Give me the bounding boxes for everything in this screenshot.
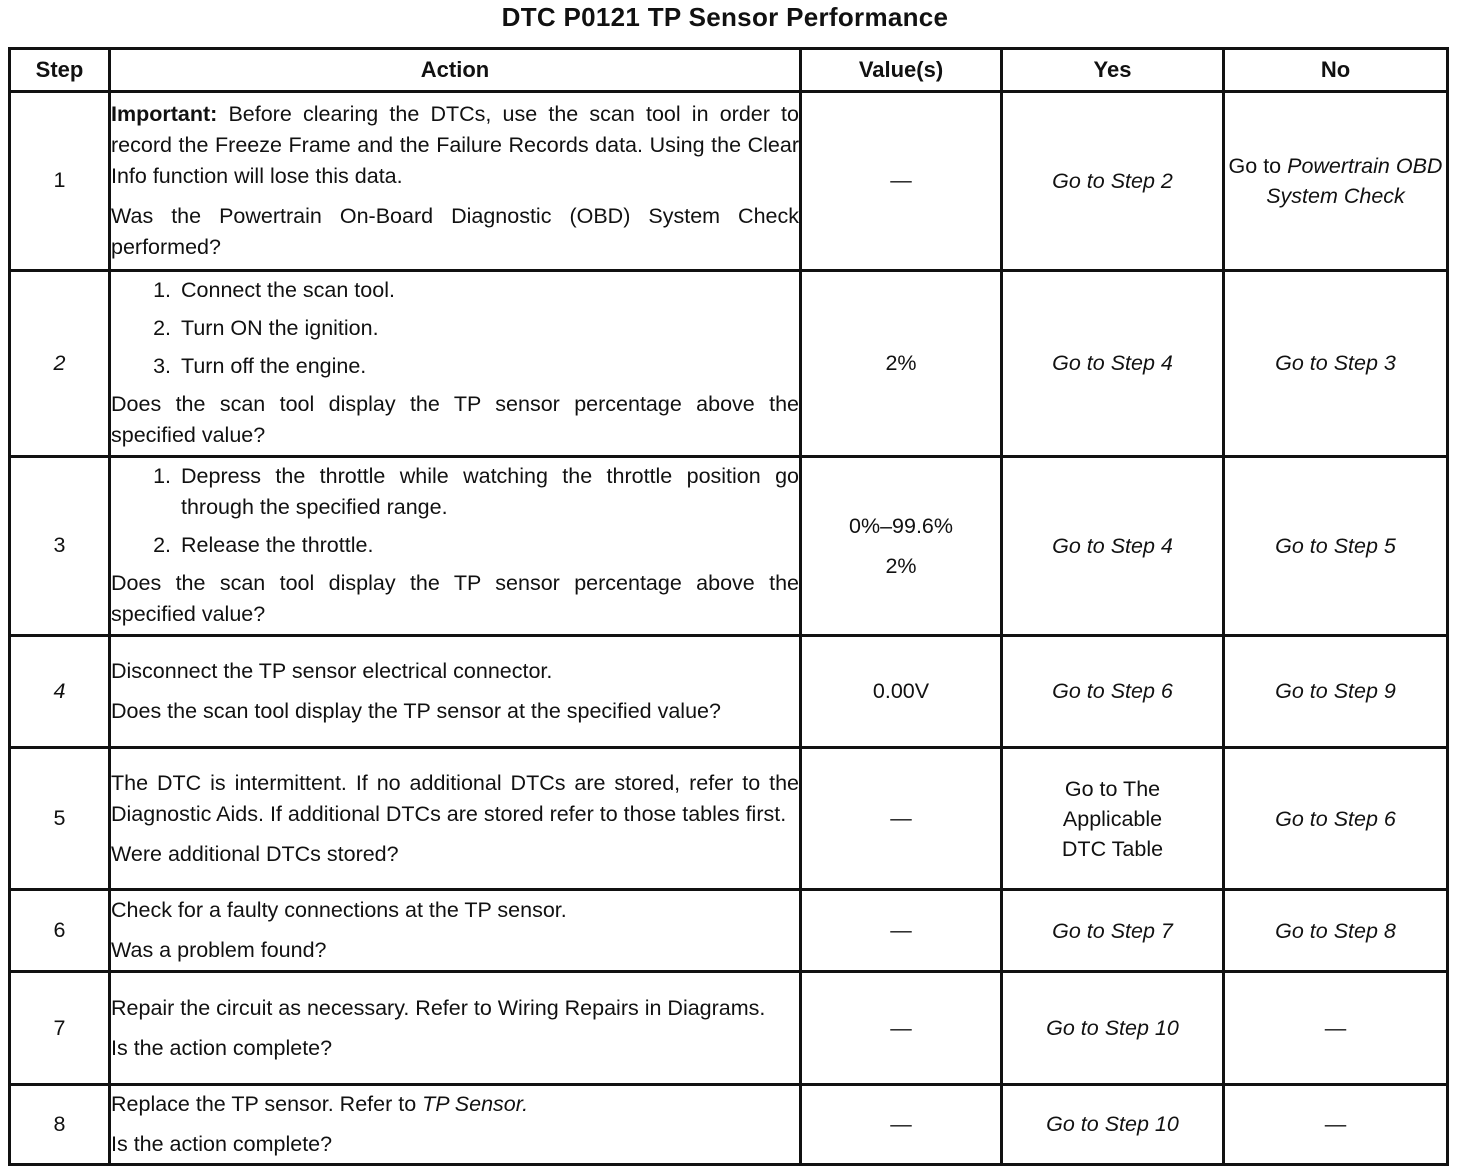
header-action: Action — [110, 49, 801, 92]
header-yes: Yes — [1002, 49, 1224, 92]
no-link[interactable]: Powertrain OBD System Check — [1266, 153, 1443, 208]
no-link[interactable]: Go to Step 8 — [1224, 890, 1448, 972]
list-item: 2. Release the throttle. — [177, 530, 799, 561]
action-cell — [110, 635, 801, 747]
action-cell — [110, 972, 801, 1084]
no-cell: — — [1224, 1084, 1448, 1164]
step-number: 6 — [10, 890, 110, 972]
value-cell: 0.00V — [801, 635, 1002, 747]
step-number: 5 — [10, 747, 110, 889]
action-question: Is the action complete? — [111, 1131, 333, 1156]
value-cell: — — [801, 890, 1002, 972]
table-row-step-8 — [10, 1084, 1448, 1164]
step-number: 4 — [10, 635, 110, 747]
no-link[interactable]: Go to Step 3 — [1224, 270, 1448, 457]
action-question: Were additional DTCs stored? — [111, 841, 399, 866]
table-row-step-6 — [10, 890, 1448, 972]
value-cell: — — [801, 972, 1002, 1084]
step-number: 3 — [10, 457, 110, 635]
action-steps — [111, 275, 799, 382]
value-cell: — — [801, 747, 1002, 889]
page-title: DTC P0121 TP Sensor Performance — [501, 2, 949, 32]
action-question: Does the scan tool display the TP sensor percentage above the specified value? — [111, 571, 799, 627]
action-cell — [110, 747, 801, 889]
yes-link[interactable]: Go to Step 10 — [1002, 972, 1224, 1084]
action-steps — [111, 461, 799, 561]
list-item: 2. Turn ON the ignition. — [177, 313, 799, 344]
important-text: Before clearing the DTCs, use the scan tool in order to record the Freeze Frame and the Failure Records data. Using the Clear Info function will lose this data. — [111, 101, 799, 188]
action-question: Does the scan tool display the TP sensor percentage above the specified value? — [111, 392, 799, 448]
table-row-step-4 — [10, 635, 1448, 747]
action-text: Check for a faulty connections at the TP sensor. — [111, 898, 567, 923]
yes-link[interactable]: Go to Step 4 — [1002, 270, 1224, 457]
no-link[interactable]: Go to Step 5 — [1224, 457, 1448, 635]
list-item: 1. Connect the scan tool. — [177, 275, 799, 306]
table-row-step-3 — [10, 457, 1448, 635]
table-row-step-7 — [10, 972, 1448, 1084]
header-values: Value(s) — [801, 49, 1002, 92]
table-row-step-2 — [10, 270, 1448, 457]
action-question: Was a problem found? — [111, 938, 327, 963]
header-row — [10, 49, 1448, 92]
no-cell[interactable] — [1224, 92, 1448, 270]
no-link[interactable]: Go to Step 9 — [1224, 635, 1448, 747]
yes-link[interactable]: Go to The Applicable DTC Table — [1002, 747, 1224, 889]
yes-link[interactable]: Go to Step 10 — [1002, 1084, 1224, 1164]
action-cell — [110, 270, 801, 457]
value-cell: 2% — [801, 270, 1002, 457]
header-no: No — [1224, 49, 1448, 92]
yes-link[interactable]: Go to Step 2 — [1002, 92, 1224, 270]
yes-link[interactable]: Go to Step 4 — [1002, 457, 1224, 635]
list-item: 3. Turn off the engine. — [177, 351, 799, 382]
step-number: 1 — [10, 92, 110, 270]
step-number: 2 — [10, 270, 110, 457]
no-link[interactable]: Go to Step 6 — [1224, 747, 1448, 889]
step-number: 8 — [10, 1084, 110, 1164]
action-question: Does the scan tool display the TP sensor at the specified value? — [111, 698, 721, 723]
step-number: 7 — [10, 972, 110, 1084]
table-row-step-5 — [10, 747, 1448, 889]
value-cell: — — [801, 1084, 1002, 1164]
action-text: Repair the circuit as necessary. Refer to Wiring Repairs in Diagrams. — [111, 995, 766, 1020]
diagnostic-table — [8, 47, 1449, 1166]
action-cell — [110, 890, 801, 972]
no-cell: — — [1224, 972, 1448, 1084]
yes-link[interactable]: Go to Step 7 — [1002, 890, 1224, 972]
action-text: Disconnect the TP sensor electrical connector. — [111, 658, 553, 683]
action-text: The DTC is intermittent. If no additional DTCs are stored, refer to the Diagnostic Aids. If additional DTCs are stored refer to those tables first. — [111, 770, 799, 826]
action-cell — [110, 92, 801, 270]
action-question: Was the Powertrain On-Board Diagnostic (OBD) System Check performed? — [111, 203, 799, 259]
list-item: 1. Depress the throttle while watching the throttle position go through the specified range. — [177, 461, 799, 523]
action-cell — [110, 1084, 801, 1164]
tp-sensor-link[interactable]: TP Sensor. — [422, 1091, 529, 1116]
action-question: Is the action complete? — [111, 1035, 333, 1060]
value-threshold: 2% — [885, 553, 917, 578]
value-range: 0%–99.6% — [849, 513, 953, 538]
value-cell: — — [801, 92, 1002, 270]
header-step: Step — [10, 49, 110, 92]
yes-link[interactable]: Go to Step 6 — [1002, 635, 1224, 747]
table-row-step-1 — [10, 92, 1448, 270]
value-cell — [801, 457, 1002, 635]
important-label: Important: — [111, 101, 218, 126]
action-cell — [110, 457, 801, 635]
action-text: Replace the TP sensor. Refer to — [111, 1091, 423, 1116]
no-prefix: Go to — [1228, 153, 1288, 178]
